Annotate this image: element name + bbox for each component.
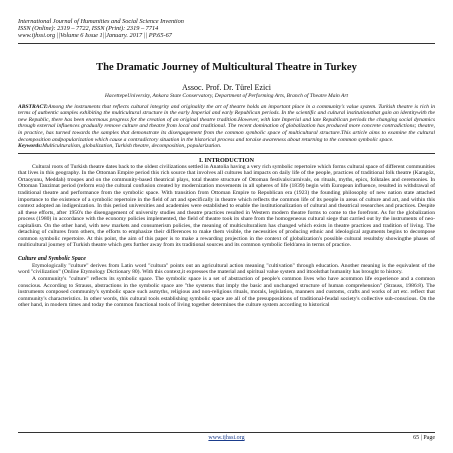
abstract-text: Among the instruments that reflects cultural integrity and originality the art of theatre holds an important place in a community's value system. Turkish theatre is rich in terms of authentic samples exhibiting the multicultural structure in the early Imperial and early Republican periods. In the scientific and cultural institutionsthat gain an identitywith the new Republic, there has been enormous progress for the creation of an original theatre tradition.However, with late Imperial and late Republican periods the changing social dynamics through external influences gradually remove culture and theatre from local and traditional. The recent domination of globalization has produced more concrete contradictions; theatre, in practice, has turned towards the samples that demonstrate its disengagement from the common symbolic space of multicultural structure.This article aims to examine the cultural decomposition andpopularization which cause a contradictory situation in the historical process and toraise awareness about returning to the common symbolic space. [18,103,435,143]
abstract [18,104,435,144]
intro-paragraph: Cultural roots of Turkish theatre dates back to the oldest civilizations settled in Anatolia having a very rich symbolic repertoire which forms cultural space of different communities that lives in this geography. In the Ottoman Empire period this rich source that involves all cultures had impacts on daily life of the people, practices of traditional folk theatre (Karagöz, Ortaoyunu, Meddah) troupes and on the community-based theatrical plays, total theatre structure of Ottoman festivals/carnivals, on rituals, myths, epics, folktales and ceremonies. In Ottoman Tanzimat period (reform era) the cultural confusion created by modernization movements in all spheres of life (1839) begin with European influence, resulted in withdrawal of traditional theatre and performance from the symbolic space. With transition from Ottoman Empire to Republican era (1923) the founding philosophy of new nation state attached importance to the existence of a symbolic repertoire in the field of art and specifically in theatre which reflects the common life of its people in areas of culture and art, and within this context adopted an indigenization. In this period universities and academies were established to enable the institutionalization of cultural and theatrical researches and practices. Despite all these efforts, after 1950's the disengagement of university studies and theatre practices resulted in Western modern theatre forms to come to the forefront. As for the globalization process (1980) in accordance with the economy policies implemented, the field of theatre took its share from the homogeneous cultural siege that carried out by the instruments of neo-capitalism. On the other hand, with new markets and consumerism policies, the meaning of multiculturalism has changed which exists in theatre practices and tradition of living. The detaching of cultures from others, the efforts to emphasize their differences to make them visible, the necessities of producing ethnic and ideological arguments begins to decompose common symbolic repertoire. At this point, the aim of this paper is to make a rewarding projection in the context of globalization's possible cultural resultsby showingthe phases of multicultural journey of Turkish theatre which gets further away from its traditional sources and its common symbolic field/area in terms of practice. [18,163,435,249]
abstract-label: ABSTRACT: [18,103,49,110]
journal-name: International Journal of Humanities and Social Science Invention [18,18,184,25]
journal-issn: ISSN (Online): 2319 – 7722, ISSN (Print): 2319 – 7714 [18,25,159,33]
journal-volume: www.ijhssi.org ||Volume 6 Issue 1||January. 2017 || PP.65-67 [18,32,172,40]
culture-paragraph-2: A community's "culture" reflects its symbolic space. The symbolic space is a set of abstraction of people's common lives who have acommon life experience and a common conscious. According to Strauss, abstractions in the symbolic space are "the systems that imply the basic and unchanged structure of human comprehension" (Strauss, 1986:8). The instruments composed community's symbolic space such asmyths, religious and non-religious rituals, morals, legislation, manners and customs, crafts and works of art etc. reflect that community's characteristics. In other words, this cultural tools establishing symbolic space are all of the presuppositions of traditional-feudal society's collective sub-conscious. On the other hand, in modern times and today the common functional tools of living together determines the culture system according to historical [18,275,435,309]
journal-header [18,0,435,40]
keywords-label: Keywords: [18,143,43,150]
footer-page-number: 65 | Page [413,435,435,441]
keywords [18,143,435,150]
author-affiliation: HacettepeUniversity, Ankara State Conservatory, Department of Performing Arts, Branch of Theatre Main Art [104,92,349,99]
section-divider [18,153,435,154]
culture-paragraph-1: Etymologically "culture" derives from Latin word "cultura" points out an agricultural action meaning "cultivation" through education. Another meaning is the equivalent of the word "civilization" (Online Etymology Dictionary 80). With this context,it expresses the material and spiritual value system and ittoolsthat humanity has brought to history. [18,262,435,276]
section-heading-introduction: I. INTRODUCTION [198,156,254,164]
author-name: Assoc. Prof. Dr. Türel Ezici [182,82,271,92]
page-footer [18,432,435,445]
footer-divider [18,432,435,433]
paper-title: The Dramatic Journey of Multicultural Theatre in Turkey [96,61,357,73]
paper-page [18,0,435,453]
keywords-text: Multiculturalism, globalization, Turkish theatre, decomposition, popularization. [42,143,222,150]
footer-url-link[interactable]: www.ijhssi.org [208,435,245,441]
subsection-heading-culture: Culture and Symbolic Space [18,255,86,262]
header-divider [18,43,435,44]
